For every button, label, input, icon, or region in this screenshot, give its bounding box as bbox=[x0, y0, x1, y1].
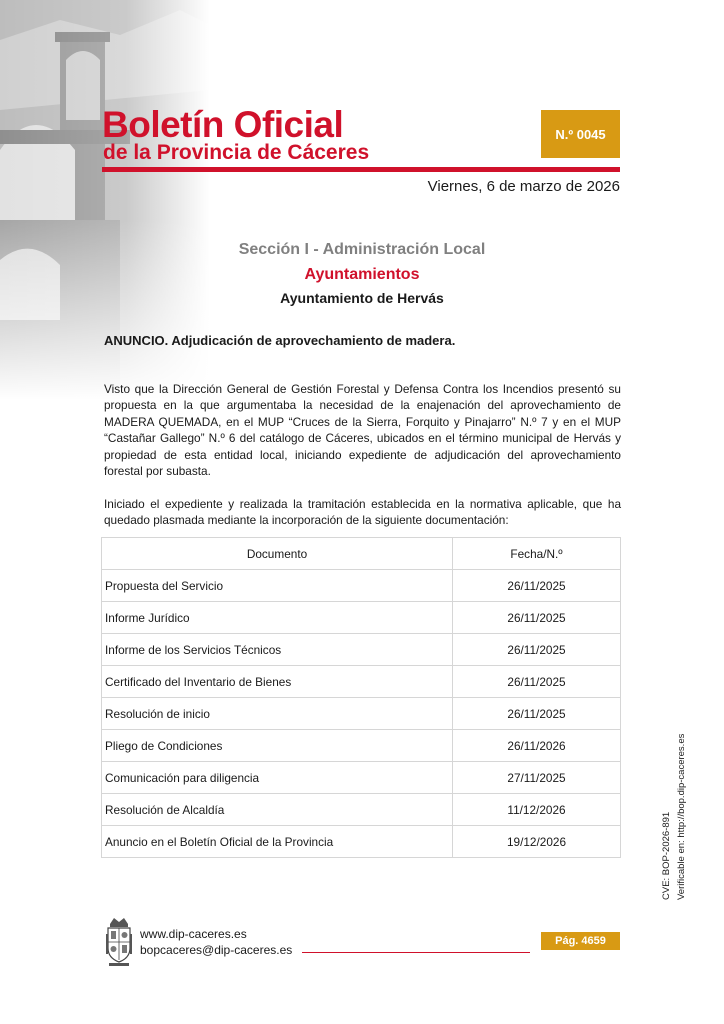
document-cell: Certificado del Inventario de Bienes bbox=[102, 666, 453, 698]
table-row bbox=[102, 698, 621, 730]
email-link[interactable]: bopcaceres@dip-caceres.es bbox=[140, 943, 293, 957]
masthead-subtitle: de la Provincia de Cáceres bbox=[103, 141, 370, 164]
verification-link[interactable]: Verificable en: http://bop.dip-caceres.es bbox=[676, 733, 687, 900]
cve-code: CVE: BOP-2026-891 bbox=[661, 811, 672, 900]
date-cell: 11/12/2026 bbox=[453, 794, 621, 826]
issue-number-badge: N.º 0045 bbox=[541, 110, 620, 158]
section-subtitle: Ayuntamientos bbox=[304, 266, 420, 283]
documents-table bbox=[101, 537, 621, 858]
date-cell: 26/11/2026 bbox=[453, 730, 621, 762]
table-row bbox=[102, 570, 621, 602]
date-cell: 26/11/2025 bbox=[453, 602, 621, 634]
announcement-title: ANUNCIO. Adjudicación de aprovechamiento de madera. bbox=[104, 333, 456, 348]
document-cell: Propuesta del Servicio bbox=[102, 570, 453, 602]
document-cell: Pliego de Condiciones bbox=[102, 730, 453, 762]
document-cell: Resolución de Alcaldía bbox=[102, 794, 453, 826]
masthead-divider bbox=[102, 167, 620, 172]
page-number-badge: Pág. 4659 bbox=[541, 932, 620, 950]
date-cell: 26/11/2025 bbox=[453, 666, 621, 698]
announcement-paragraph-2: Iniciado el expediente y realizada la tramitación establecida en la normativa aplicable, que ha quedado plasmada mediante la incorporación de la siguiente documentación: bbox=[104, 497, 621, 528]
document-cell: Informe Jurídico bbox=[102, 602, 453, 634]
table-row bbox=[102, 666, 621, 698]
announcement-paragraph-1: Visto que la Dirección General de Gestión Forestal y Defensa Contra los Incendios presentó su propuesta en la que argumentaba la necesidad de la enajenación del aprovechamiento de MADERA QUEMADA, en el MUP “Cruces de la Sierra, Forquito y Pinajarro” N.º 7 y en el MUP “Castañar Gallego” N.º 6 del catálogo de Cáceres, ubicados en el término municipal de Hervás y propiedad de esta entidad local, iniciando expediente de adjudicación del aprovechamiento forestal por subasta. bbox=[104, 382, 621, 479]
table-row bbox=[102, 826, 621, 858]
document-cell: Anuncio en el Boletín Oficial de la Provincia bbox=[102, 826, 453, 858]
date-cell: 26/11/2025 bbox=[453, 634, 621, 666]
section-entity: Ayuntamiento de Hervás bbox=[280, 290, 444, 306]
publication-date: Viernes, 6 de marzo de 2026 bbox=[427, 178, 620, 195]
table-row bbox=[102, 794, 621, 826]
date-cell: 19/12/2026 bbox=[453, 826, 621, 858]
table-row bbox=[102, 634, 621, 666]
document-cell: Informe de los Servicios Técnicos bbox=[102, 634, 453, 666]
table-row bbox=[102, 762, 621, 794]
table-row bbox=[102, 730, 621, 762]
masthead-title: Boletín Oficial bbox=[102, 104, 344, 145]
date-cell: 26/11/2025 bbox=[453, 570, 621, 602]
column-header-document: Documento bbox=[102, 538, 453, 570]
footer-divider bbox=[302, 952, 530, 953]
table-row bbox=[102, 602, 621, 634]
website-link[interactable]: www.dip-caceres.es bbox=[140, 927, 247, 941]
coat-of-arms-icon bbox=[104, 914, 134, 968]
document-cell: Comunicación para diligencia bbox=[102, 762, 453, 794]
document-cell: Resolución de inicio bbox=[102, 698, 453, 730]
section-title: Sección I - Administración Local bbox=[238, 241, 486, 258]
date-cell: 27/11/2025 bbox=[453, 762, 621, 794]
column-header-date: Fecha/N.º bbox=[453, 538, 621, 570]
table-header-row bbox=[102, 538, 621, 570]
date-cell: 26/11/2025 bbox=[453, 698, 621, 730]
